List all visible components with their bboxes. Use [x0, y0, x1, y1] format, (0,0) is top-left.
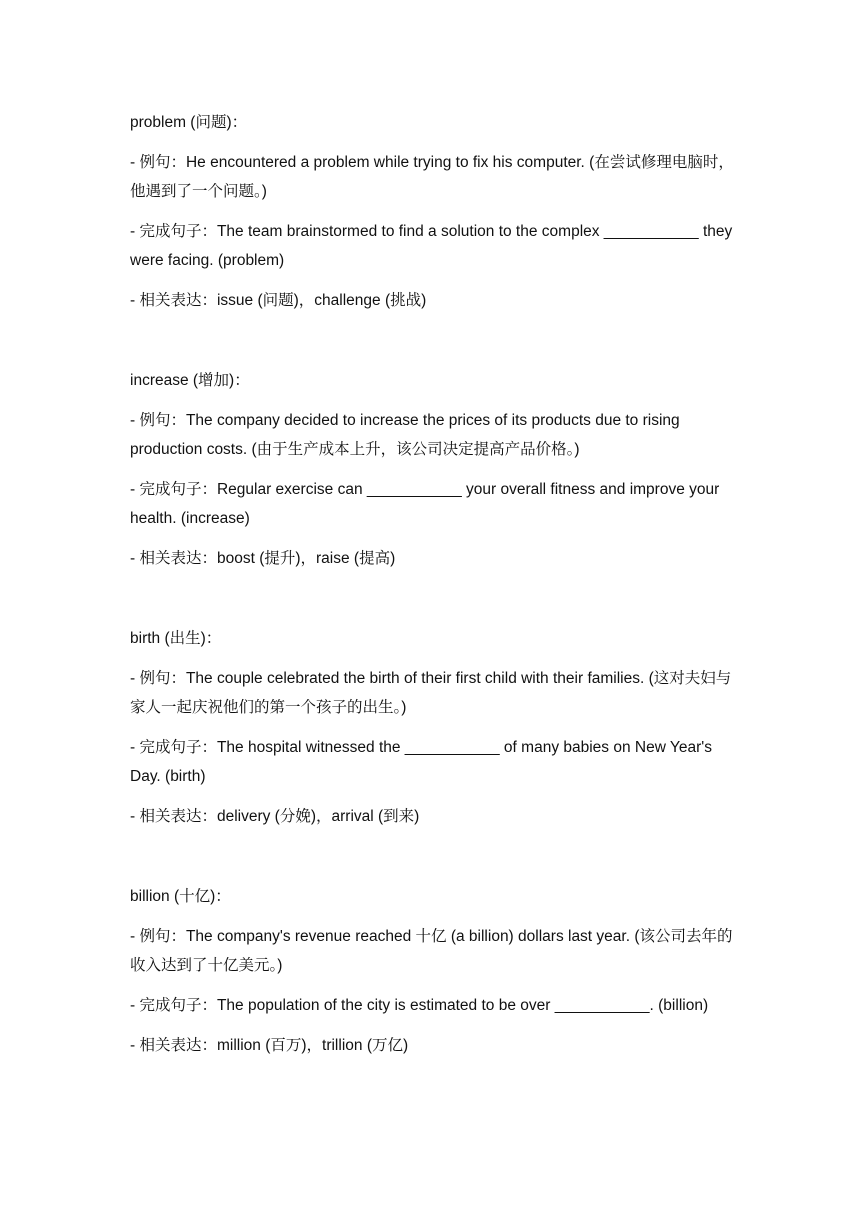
- vocab-entry-birth: [130, 624, 742, 831]
- entry-heading: problem (问题)：: [130, 114, 248, 131]
- related-expressions: - 相关表达：issue (问题)，challenge (挑战): [130, 292, 427, 309]
- example-sentence: - 例句：The company decided to increase the prices of its products due to rising production costs. (由于生产成本上升，该公司决定提高产品价格。): [130, 412, 680, 458]
- vocab-entry-problem: [130, 108, 742, 315]
- entry-heading: increase (增加)：: [130, 372, 250, 389]
- related-expressions: - 相关表达：delivery (分娩)，arrival (到来): [130, 808, 420, 825]
- vocab-entry-billion: [130, 882, 742, 1060]
- example-sentence: - 例句：The company's revenue reached 十亿 (a billion) dollars last year. (该公司去年的收入达到了十亿美元。): [130, 928, 733, 974]
- document-body: [130, 108, 742, 1111]
- entry-heading: billion (十亿)：: [130, 888, 231, 905]
- completion-exercise: - 完成句子：The hospital witnessed the ___________ of many babies on New Year's Day. (birth): [130, 739, 712, 785]
- completion-exercise: - 完成句子：Regular exercise can ___________ your overall fitness and improve your health. (increase): [130, 481, 720, 527]
- completion-exercise: - 完成句子：The population of the city is estimated to be over ___________. (billion): [130, 997, 709, 1014]
- related-expressions: - 相关表达：boost (提升)，raise (提高): [130, 550, 396, 567]
- example-sentence: - 例句：He encountered a problem while trying to fix his computer. (在尝试修理电脑时，他遇到了一个问题。): [130, 154, 734, 200]
- example-sentence: - 例句：The couple celebrated the birth of their first child with their families. (这对夫妇与家人一起庆祝他们的第一个孩子的出生。): [130, 670, 732, 716]
- completion-exercise: - 完成句子：The team brainstormed to find a solution to the complex ___________ they were facing. (problem): [130, 223, 733, 269]
- related-expressions: - 相关表达：million (百万)，trillion (万亿): [130, 1037, 409, 1054]
- entry-heading: birth (出生)：: [130, 630, 222, 647]
- vocab-entry-increase: [130, 366, 742, 573]
